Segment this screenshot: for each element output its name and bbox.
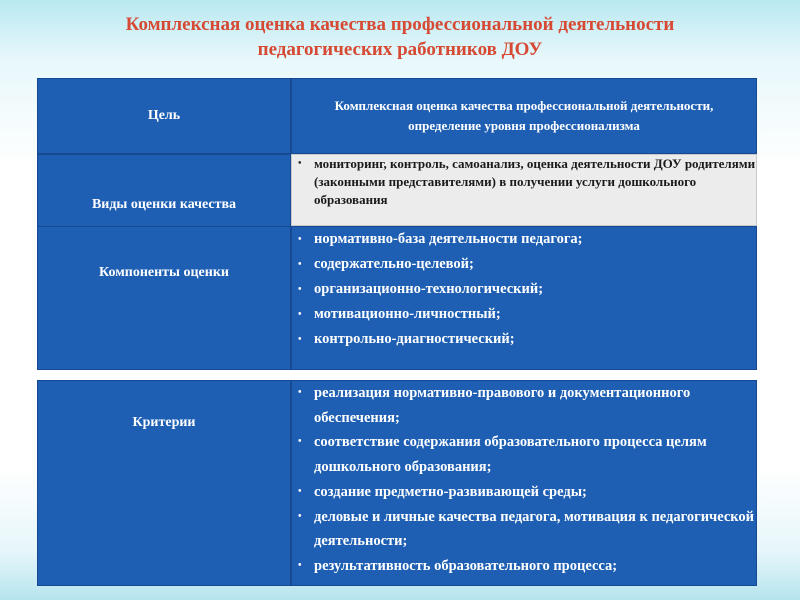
goal-label-cell <box>37 78 291 154</box>
types-list <box>292 155 756 209</box>
components-list-cell <box>291 226 757 370</box>
components-label: Компоненты оценки <box>99 265 229 280</box>
list-item: • деловые и личные качества педагога, мотивация к педагогической деятельности; <box>292 505 756 554</box>
list-item: • реализация нормативно-правового и документационного обеспечения; <box>292 381 756 430</box>
list-item: • содержательно-целевой; <box>292 252 756 277</box>
components-label-cell <box>37 226 291 370</box>
list-item: • мотивационно-личностный; <box>292 302 756 327</box>
list-item: • создание предметно-развивающей среды; <box>292 480 756 505</box>
slide-title <box>40 12 760 62</box>
slide-title-line1: Комплексная оценка качества профессиональной деятельности <box>125 14 675 35</box>
types-label: Виды оценки качества <box>91 197 237 212</box>
goal-label: Цель <box>147 108 181 123</box>
types-list-cell <box>291 154 757 226</box>
list-item: • мониторинг, контроль, самоанализ, оценка деятельности ДОУ родителями (законными представителями) в получении услуги дошкольного образования <box>292 155 756 209</box>
slide-title-line2: педагогических работников ДОУ <box>257 39 543 60</box>
list-item: • результативность образовательного процесса; <box>292 554 756 579</box>
criteria-list-cell <box>291 380 757 586</box>
criteria-label: Критерии <box>132 415 196 430</box>
list-item: • контрольно-диагностический; <box>292 327 756 352</box>
list-item: • соответствие содержания образовательного процесса целям дошкольного образования; <box>292 430 756 479</box>
goal-text: Комплексная оценка качества профессиональной деятельности, определение уровня профессионализма <box>334 98 714 133</box>
components-list <box>292 227 756 352</box>
criteria-list <box>292 381 756 579</box>
goal-text-cell <box>291 78 757 154</box>
list-item: • организационно-технологический; <box>292 277 756 302</box>
criteria-label-cell <box>37 380 291 586</box>
list-item: • нормативно-база деятельности педагога; <box>292 227 756 252</box>
